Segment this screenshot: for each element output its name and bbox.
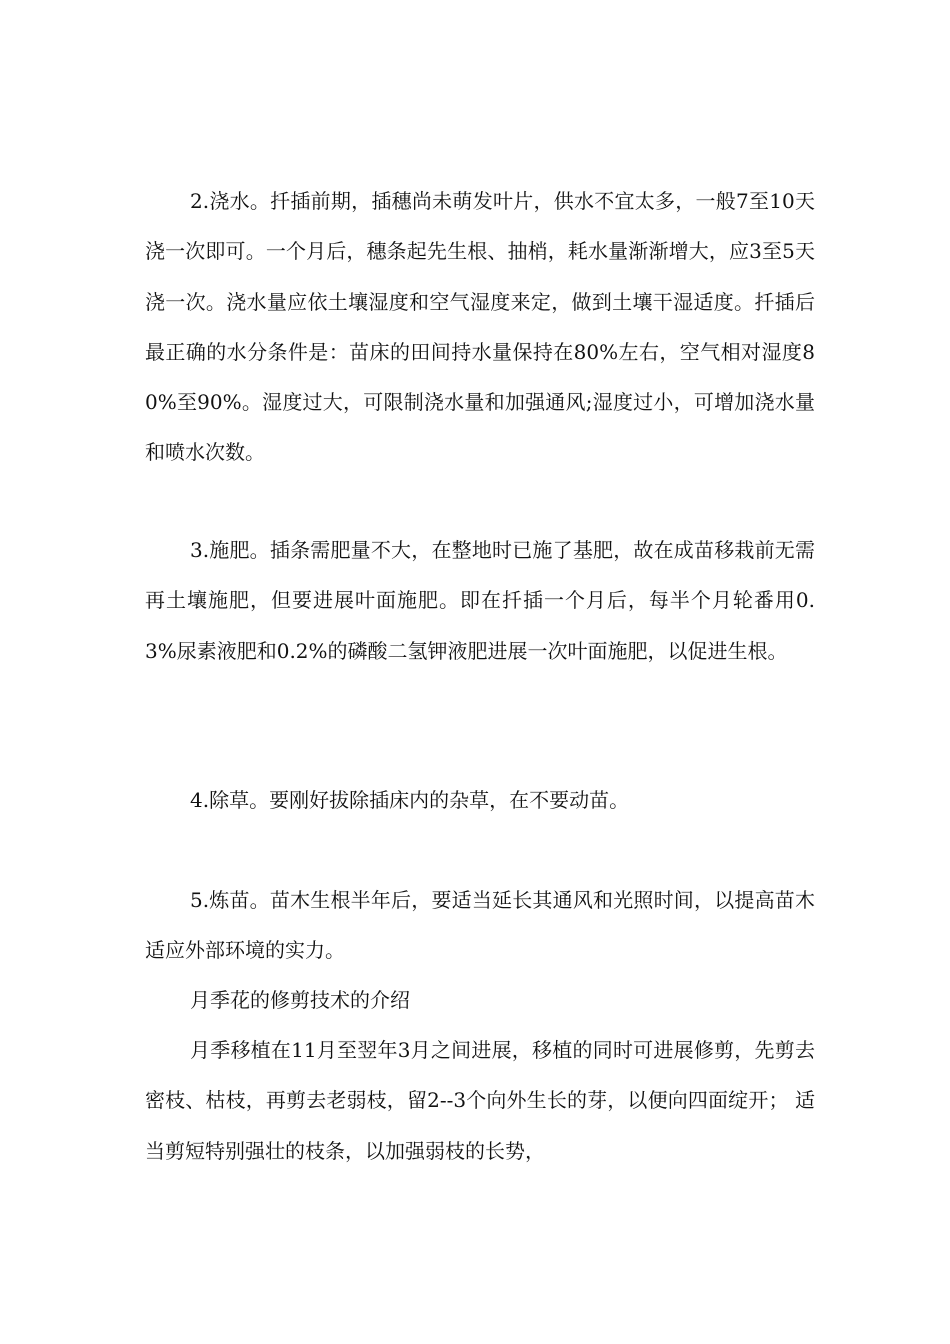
paragraph-pruning: 月季移植在11月至翌年3月之间进展，移植的同时可进展修剪，先剪去密枝、枯枝，再剪去老弱枝，留2--3个向外生长的芽，以便向四面绽开； 适当剪短特别强壮的枝条，以加强弱枝的长势，	[145, 1038, 815, 1163]
paragraph-watering: 2.浇水。扦插前期，插穗尚未萌发叶片，供水不宜太多，一般7至10天浇一次即可。一个月后，穗条起先生根、抽梢，耗水量渐渐增大，应3至5天浇一次。浇水量应依土壤湿度和空气湿度来定，做到土壤干湿适度。扦插后最正确的水分条件是：苗床的田间持水量保持在80%左右，空气相对湿度80%至90%。湿度过大，可限制浇水量和加强通风;湿度过小，可增加浇水量和喷水次数。	[145, 189, 815, 465]
paragraph-fertilizing: 3.施肥。插条需肥量不大，在整地时已施了基肥，故在成苗移栽前无需再土壤施肥，但要进展叶面施肥。即在扦插一个月后，每半个月轮番用0.3%尿素液肥和0.2%的磷酸二氢钾液肥进展一次叶面施肥，以促进生根。	[145, 538, 815, 663]
section-heading: 月季花的修剪技术的介绍	[190, 988, 410, 1012]
paragraph-hardening: 5.炼苗。苗木生根半年后，要适当延长其通风和光照时间，以提高苗木适应外部环境的实力。	[145, 888, 815, 963]
paragraph-weeding: 4.除草。要刚好拔除插床内的杂草，在不要动苗。	[190, 788, 630, 812]
